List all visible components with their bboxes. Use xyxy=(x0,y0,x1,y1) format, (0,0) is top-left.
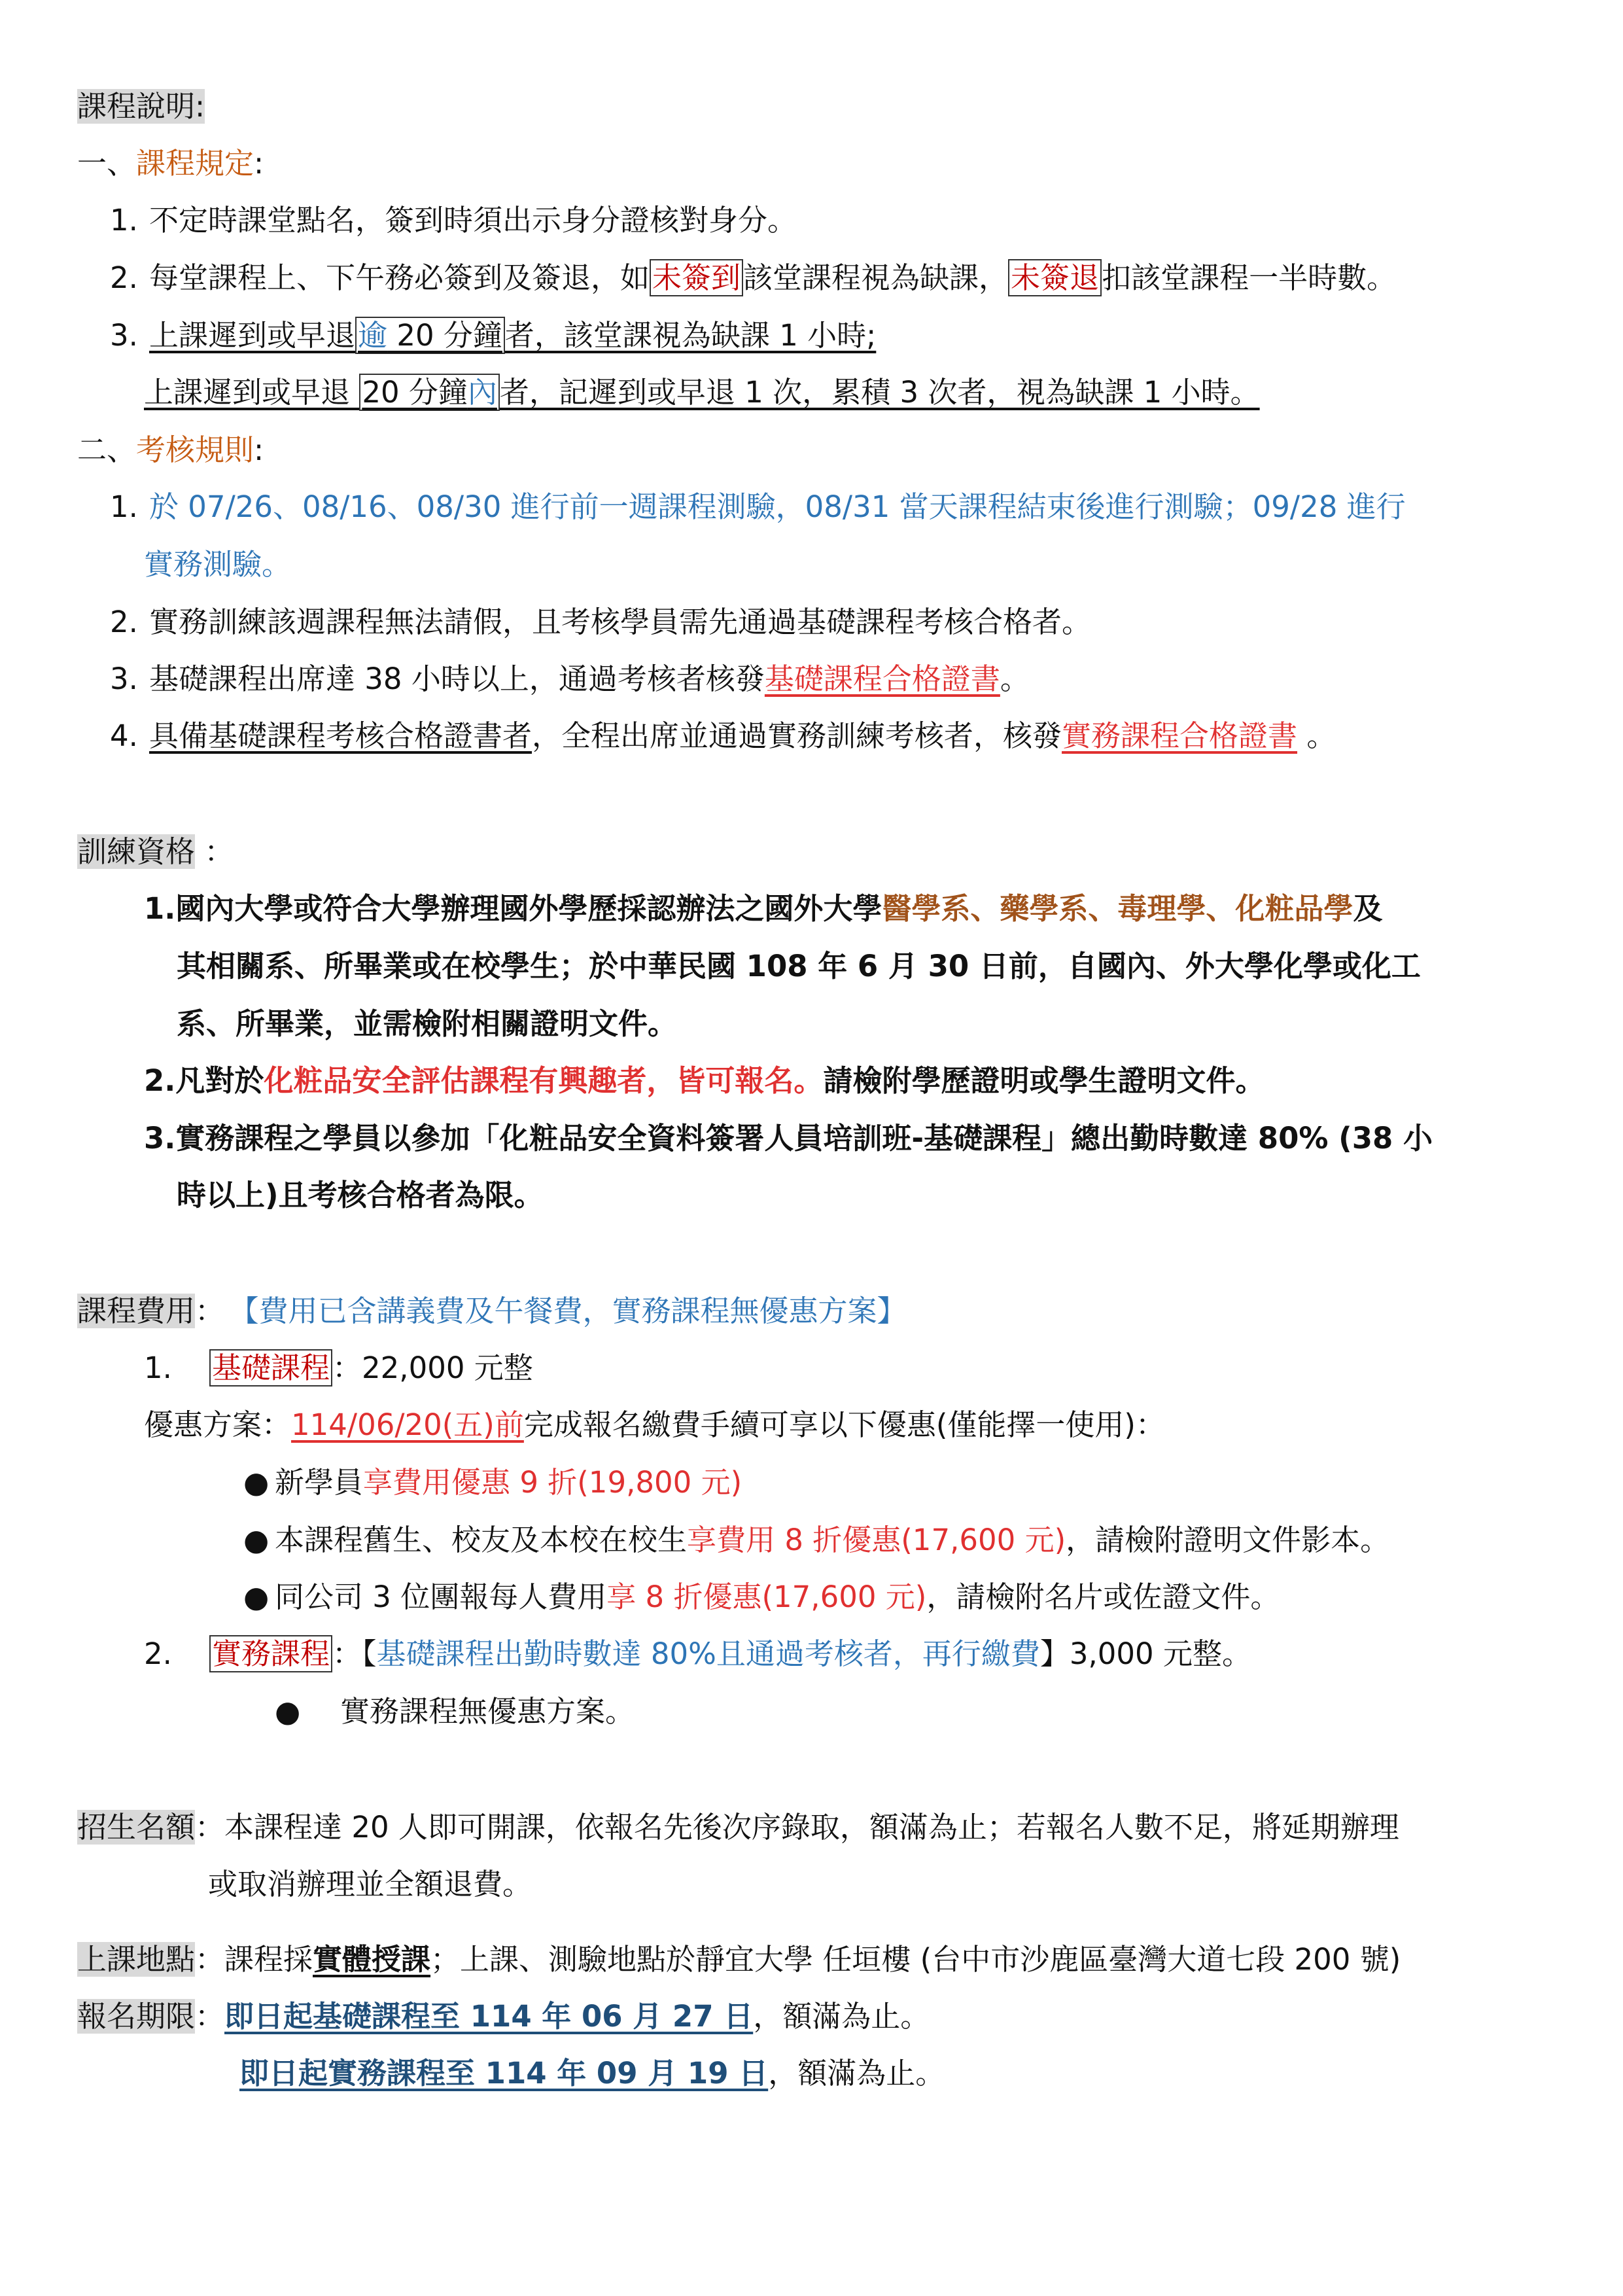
qualification-2-part-a: 凡對於 xyxy=(175,1063,264,1098)
discount-1-part-a: 新學員 xyxy=(275,1465,364,1500)
rules-colon: : xyxy=(254,146,264,181)
rules-title-line xyxy=(77,141,264,186)
fee-2-condition: 基礎課程出勤時數達 80%且通過考核者，再行繳費 xyxy=(376,1636,1040,1671)
rules-title: 課程規定 xyxy=(136,146,254,181)
fees-note: 【費用已含講義費及午餐費，實務課程無優惠方案】 xyxy=(244,1294,907,1328)
fee-2-bullet-line xyxy=(275,1689,635,1735)
rule-3b-part-d: 者，記遲到或早退 1 次，累積 3 次者，視為缺課 1 小時。 xyxy=(499,375,1260,410)
qualification-heading-line xyxy=(77,829,234,875)
discount-line xyxy=(144,1402,1165,1448)
deadline-practice: 即日起實務課程至 114 年 09 月 19 日 xyxy=(239,2056,769,2091)
fee-1-text: ：22,000 元整 xyxy=(332,1351,533,1385)
discount-2-part-a: 本課程舊生、校友及本校在校生 xyxy=(275,1523,688,1557)
discount-3-part-c: ，請檢附名片或佐證文件。 xyxy=(926,1580,1280,1614)
qualification-2-number: 2. xyxy=(144,1063,176,1098)
rule-3b-within: 內 xyxy=(467,375,497,410)
qualification-1-departments: 醫學系、藥學系、毒理學、化粧品學 xyxy=(882,891,1353,926)
exam-3 xyxy=(110,656,1030,702)
deadline-basic: 即日起基礎課程至 114 年 06 月 27 日 xyxy=(224,1999,754,2034)
rules-prefix: 一、 xyxy=(77,146,137,181)
practice-certificate: 實務課程合格證書 xyxy=(1062,718,1298,753)
exam-1-line-2-row xyxy=(144,542,291,588)
qualification-1 xyxy=(144,886,1382,932)
exam-1 xyxy=(110,484,1406,530)
qualification-1-line-3-row xyxy=(177,1001,677,1047)
discount-item-3 xyxy=(243,1574,1280,1620)
rule-2 xyxy=(110,255,1396,301)
qualification-1-line-2-row xyxy=(177,944,1421,989)
location-part-c: ；上課、測驗地點於靜宜大學 任垣樓 (台中市沙鹿區臺灣大道七段 200 號) xyxy=(430,1942,1401,1977)
qualification-1-part-a: 國內大學或符合大學辦理國外學歷採認辦法之國外大學 xyxy=(175,891,882,926)
discount-3-offer: 享 8 折優惠(17,600 元) xyxy=(606,1580,927,1614)
exam-title: 考核規則 xyxy=(136,433,254,467)
rule-3-part-d: 者，該堂課視為缺課 1 小時; xyxy=(504,318,877,353)
fees-heading: 課程費用 xyxy=(77,1294,196,1328)
discount-deadline: 114/06/20(五)前 xyxy=(291,1407,524,1442)
exam-colon: : xyxy=(254,433,264,467)
discount-1-offer: 享費用優惠 9 折(19,800 元) xyxy=(363,1465,742,1500)
rule-3b-20min: 20 分鐘 xyxy=(362,375,468,410)
deadline-practice-tail: ，額滿為止。 xyxy=(768,2056,945,2091)
exam-2-number: 2. xyxy=(110,605,138,639)
fee-1-number: 1. xyxy=(144,1351,172,1385)
enrollment-line-2 xyxy=(208,1862,532,1907)
qualification-1-number: 1. xyxy=(144,891,176,926)
unsigned-out-box: 未簽退 xyxy=(1008,259,1102,296)
rule-2-part-c: 該堂課程視為缺課， xyxy=(743,260,1009,295)
rule-3 xyxy=(110,313,876,359)
course-desc-heading: 課程說明: xyxy=(77,89,205,124)
fee-2-number: 2. xyxy=(144,1636,172,1671)
qualification-3-line-1: 實務課程之學員以參加「化粧品安全資料簽署人員培訓班-基礎課程」總出勤時數達 80% (38 小 xyxy=(175,1121,1433,1156)
bullet-icon: ● xyxy=(243,1465,270,1500)
deadline-line-2 xyxy=(239,2051,945,2096)
deadline-line-1 xyxy=(77,1994,930,2040)
deadline-colon: ： xyxy=(195,1999,225,2034)
rule-3-over: 逾 xyxy=(358,318,388,353)
exam-4-part-b: ，全程出席並通過實務訓練考核者，核發 xyxy=(532,718,1062,753)
exam-3-number: 3. xyxy=(110,662,138,696)
exam-4-part-d: 。 xyxy=(1297,718,1336,753)
rule-3b-part-a: 上課遲到或早退 xyxy=(144,375,360,410)
fees-heading-line xyxy=(77,1288,907,1334)
location-part-a: ：課程採 xyxy=(195,1942,313,1977)
qualification-heading: 訓練資格 xyxy=(77,834,196,869)
exam-4 xyxy=(110,713,1336,759)
qualification-1-part-c: 及 xyxy=(1353,891,1383,926)
location-in-person: 實體授課 xyxy=(313,1942,431,1977)
exam-1-line-1: 於 07/26、08/16、08/30 進行前一週課程測驗，08/31 當天課程結束後進行測驗；09/28 進行 xyxy=(149,489,1406,524)
rule-3-number: 3. xyxy=(110,318,138,353)
fee-2-part-c: 】3,000 元整。 xyxy=(1039,1636,1251,1671)
rule-2-part-a: 每堂課程上、下午務必簽到及簽退，如 xyxy=(149,260,650,295)
discount-2-offer: 享費用 8 折優惠(17,600 元) xyxy=(687,1523,1066,1557)
enrollment-text-1: ：本課程達 20 人即可開課，依報名先後次序錄取，額滿為止；若報名人數不足，將延期辦理 xyxy=(195,1810,1399,1845)
deadline-heading: 報名期限 xyxy=(77,1999,196,2034)
qualification-3 xyxy=(144,1116,1433,1161)
rule-2-part-e: 扣該堂課程一半時數。 xyxy=(1102,260,1397,295)
qualification-colon: ： xyxy=(195,834,234,869)
discount-3-part-a: 同公司 3 位團報每人費用 xyxy=(275,1580,607,1614)
deadline-basic-tail: ，額滿為止。 xyxy=(753,1999,930,2034)
rule-3-20min: 20 分鐘 xyxy=(387,318,502,353)
fee-1 xyxy=(144,1345,533,1391)
enrollment-heading: 招生名額 xyxy=(77,1810,196,1845)
bullet-icon: ● xyxy=(243,1523,270,1557)
rule-1-text: 不定時課堂點名，簽到時須出示身分證核對身分。 xyxy=(149,203,797,238)
exam-1-line-2: 實務測驗。 xyxy=(144,547,292,582)
exam-title-line xyxy=(77,427,264,473)
bullet-icon: ● xyxy=(275,1694,301,1729)
rule-3-part-a: 上課遲到或早退 xyxy=(149,318,356,353)
qualification-2-part-c: 請檢附學歷證明或學生證明文件。 xyxy=(823,1063,1265,1098)
discount-text: 完成報名繳費手續可享以下優惠(僅能擇一使用)： xyxy=(523,1407,1165,1442)
discount-item-1 xyxy=(243,1460,742,1506)
location-heading: 上課地點 xyxy=(77,1942,196,1977)
qualification-2-highlight: 化粧品安全評估課程有興趣者，皆可報名。 xyxy=(264,1063,824,1098)
discount-item-2 xyxy=(243,1517,1389,1563)
practice-course-box: 實務課程 xyxy=(209,1635,332,1672)
fee-2 xyxy=(144,1631,1251,1677)
enrollment-line-1 xyxy=(77,1805,1399,1850)
qualification-2 xyxy=(144,1058,1265,1104)
rule-3b-within-20-box xyxy=(359,374,500,411)
rule-3-over-20-box xyxy=(355,317,505,354)
enrollment-text-2: 或取消辦理並全額退費。 xyxy=(208,1867,532,1901)
exam-3-part-a: 基礎課程出席達 38 小時以上，通過考核者核發 xyxy=(149,662,765,696)
rule-1-number: 1. xyxy=(110,203,138,238)
exam-prefix: 二、 xyxy=(77,433,137,467)
fees-colon: ： xyxy=(195,1294,225,1328)
location-line xyxy=(77,1937,1401,1983)
course-desc-heading-line xyxy=(77,84,205,130)
exam-2-text: 實務訓練該週課程無法請假，且考核學員需先通過基礎課程考核合格者。 xyxy=(149,605,1092,639)
discount-label: 優惠方案： xyxy=(144,1407,292,1442)
rule-2-number: 2. xyxy=(110,260,138,295)
qualification-3-line-2-row xyxy=(177,1173,544,1218)
rule-1 xyxy=(110,198,797,243)
exam-4-part-a: 具備基礎課程考核合格證書者 xyxy=(149,718,532,753)
fee-2-bullet-text: 實務課程無優惠方案。 xyxy=(340,1694,635,1729)
fee-2-part-a: ：【 xyxy=(332,1636,377,1671)
rule-3-second-line xyxy=(144,370,1260,415)
qualification-1-line-2: 其相關系、所畢業或在校學生；於中華民國 108 年 6 月 30 日前，自國內、外大學化學或化工 xyxy=(177,949,1421,983)
discount-2-part-c: ，請檢附證明文件影本。 xyxy=(1066,1523,1390,1557)
qualification-3-line-2: 時以上)且考核合格者為限。 xyxy=(177,1178,544,1212)
bullet-icon: ● xyxy=(243,1580,270,1614)
exam-3-part-c: 。 xyxy=(1000,662,1030,696)
unsigned-in-box: 未簽到 xyxy=(650,259,743,296)
qualification-1-line-3: 系、所畢業，並需檢附相關證明文件。 xyxy=(177,1006,678,1041)
qualification-3-number: 3. xyxy=(144,1121,176,1156)
exam-2 xyxy=(110,599,1091,645)
exam-1-number: 1. xyxy=(110,489,138,524)
exam-4-number: 4. xyxy=(110,718,138,753)
basic-certificate: 基礎課程合格證書 xyxy=(764,662,1000,696)
basic-course-box: 基礎課程 xyxy=(209,1349,332,1386)
